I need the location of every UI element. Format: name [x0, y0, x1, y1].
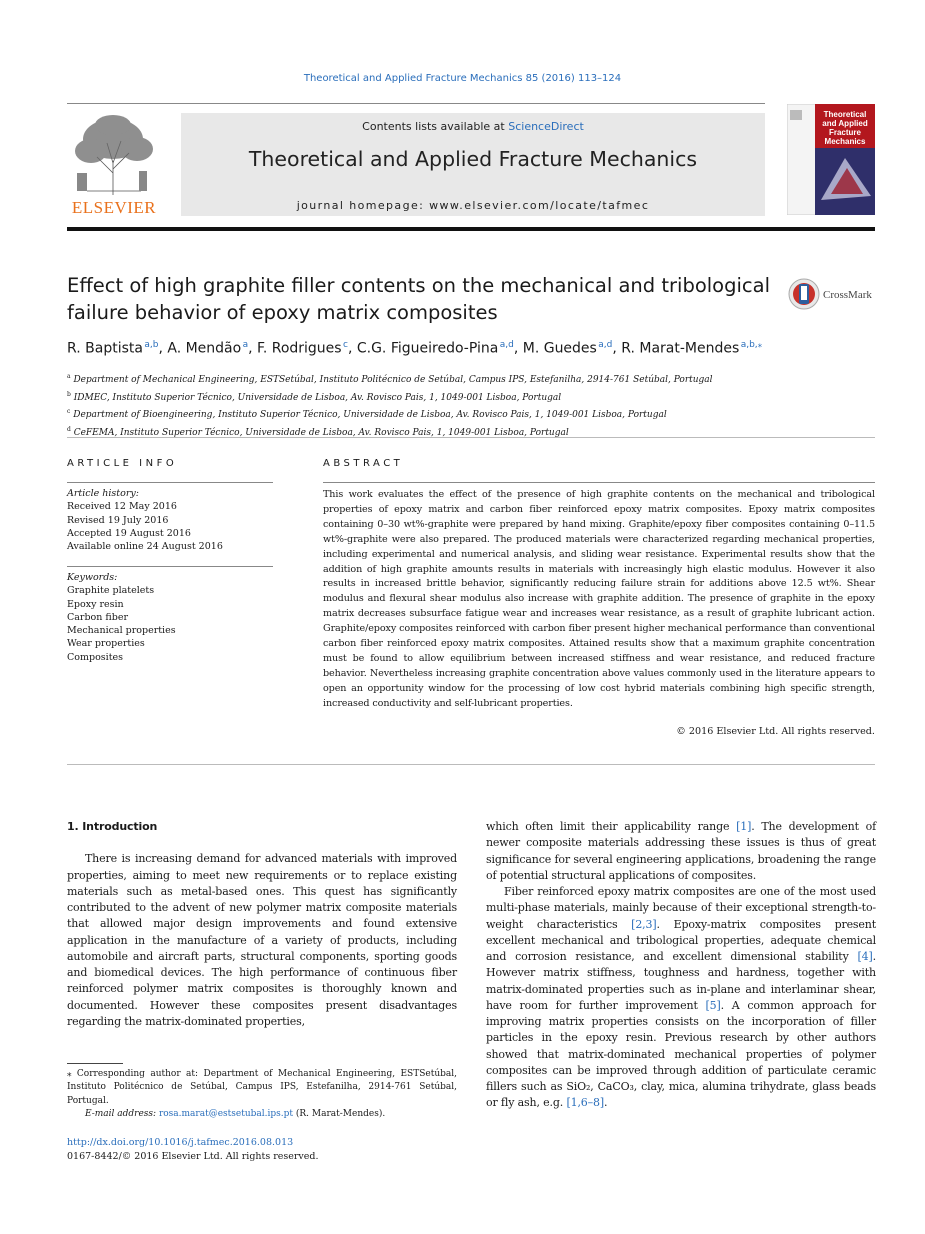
- citation-link[interactable]: [1]: [736, 820, 752, 833]
- journal-citation-link[interactable]: Theoretical and Applied Fracture Mechanics 85 (2016) 113–124: [303, 73, 622, 84]
- history-item: Available online 24 August 2016: [67, 541, 223, 553]
- affiliation: [67, 370, 887, 388]
- author-affil-sup[interactable]: a,d: [598, 340, 613, 350]
- divider: [67, 437, 875, 438]
- history-item: Accepted 19 August 2016: [67, 527, 191, 539]
- text-run: . However matrix stiffness, toughness and hardness, together with matrix-dominated properties such as in-plane and interlaminar shear, have room for further improvement: [486, 950, 876, 1012]
- keyword: Graphite platelets: [67, 585, 155, 597]
- issn-copyright: 0167-8442/© 2016 Elsevier Ltd. All rights reserved.: [67, 1151, 319, 1162]
- affiliation-text: Department of Bioengineering, Instituto Superior Técnico, Universidade de Lisboa, Av. Rovisco Pais, 1, 1049-001 Lisboa, Portugal: [73, 410, 667, 420]
- author-affil-sup[interactable]: c: [343, 340, 348, 350]
- author-affil-sup[interactable]: a,d: [499, 340, 514, 350]
- affiliation-text: Department of Mechanical Engineering, ESTSetúbal, Instituto Politécnico de Setúbal, Campus IPS, Estefanilha, 2914-761 Setúbal, Portugal: [73, 375, 713, 385]
- author-name[interactable]: F. Rodrigues: [257, 340, 342, 357]
- article-info-heading: ARTICLE INFO: [67, 458, 178, 469]
- author-affil-sup[interactable]: a,b,⁎: [740, 340, 763, 350]
- body-column-left: [67, 819, 457, 1030]
- cover-title-line: Theoretical: [823, 110, 867, 119]
- author-name[interactable]: R. Baptista: [67, 340, 143, 357]
- author-name[interactable]: R. Marat-Mendes: [621, 340, 740, 357]
- email-label: E-mail address:: [85, 1109, 159, 1120]
- cover-title-line: Mechanics: [824, 137, 866, 146]
- crossmark-label[interactable]: CrossMark: [823, 289, 872, 301]
- text-run: . The development of newer composite materials addressing these issues is thus of great significance for several engineering applications, broadening the range of potential structural applications of composites.: [486, 820, 876, 882]
- citation-link[interactable]: [4]: [857, 950, 873, 963]
- keyword: Composites: [67, 651, 124, 663]
- author-affil-sup[interactable]: a: [242, 340, 249, 350]
- section-heading: 1. Introduction: [67, 820, 158, 833]
- email-link[interactable]: rosa.marat@estsetubal.ips.pt: [158, 1109, 293, 1120]
- divider: [67, 566, 273, 567]
- keywords-label: Keywords:: [67, 572, 118, 583]
- text-run: Fiber reinforced epoxy matrix composites are one of the most used multi-phase materials, mainly because of their exceptional strength-to-weight characteristics: [486, 885, 876, 931]
- author-name[interactable]: C.G. Figueiredo-Pina: [356, 340, 499, 357]
- keyword: Carbon fiber: [67, 611, 128, 623]
- journal-homepage[interactable]: journal homepage: www.elsevier.com/locate/tafmec: [296, 199, 650, 212]
- abstract-copyright: © 2016 Elsevier Ltd. All rights reserved.: [676, 726, 875, 737]
- history-item: Revised 19 July 2016: [67, 514, 169, 526]
- text-run: . Epoxy-matrix composites present excellent mechanical and tribological properties, adequate chemical and corrosion resistance, and excellent dimensional stability: [486, 917, 876, 963]
- footnote-rule: [67, 1063, 123, 1064]
- text-run: .: [603, 1096, 608, 1110]
- affiliation-key: c: [67, 408, 71, 415]
- affiliation-text: CeFEMA, Instituto Superior Técnico, Universidade de Lisboa, Av. Rovisco Pais, 1, 1049-001 Lisboa, Portugal: [73, 427, 569, 438]
- affiliation: [67, 405, 887, 423]
- cover-title-line: and Applied: [822, 119, 868, 128]
- cover-title-line: Fracture: [828, 128, 861, 137]
- affiliation: [67, 388, 887, 406]
- keyword: Mechanical properties: [67, 625, 176, 637]
- author-separator: ,: [612, 340, 622, 357]
- doi-link[interactable]: http://dx.doi.org/10.1016/j.tafmec.2016.08.013: [67, 1137, 294, 1148]
- citation-link[interactable]: [5]: [705, 998, 721, 1012]
- journal-cover-image: [787, 104, 875, 215]
- author-list: [67, 340, 887, 357]
- citation-link[interactable]: [2,3]: [631, 917, 657, 931]
- sciencedirect-link[interactable]: ScienceDirect: [508, 120, 584, 133]
- paragraph: [486, 819, 876, 884]
- journal-banner: [181, 113, 765, 216]
- crossmark-icon: [788, 278, 822, 310]
- divider: [323, 482, 875, 483]
- affiliation-key: a: [67, 373, 71, 380]
- paragraph: There is increasing demand for advanced materials with improved properties, aiming to meet new requirements or to replace existing materials such as metal-based ones. This quest has significantly contributed to the advent of new polymer matrix composite materials that allowed major design improvements and found extensive application in the manufacture of a variety of products, including automobile and aircraft parts, structural components, sporting goods and biomedical devices. The high performance of continuous fiber reinforced polymer matrix composites is thoroughly known and documented. However these composites present disadvantages regarding the matrix-dominated properties,: [67, 852, 457, 1028]
- abstract-heading: ABSTRACT: [323, 458, 404, 469]
- header-divider: [67, 103, 765, 104]
- affiliations: [67, 370, 887, 440]
- header-thick-rule: [67, 227, 875, 231]
- affiliation-text: IDMEC, Instituto Superior Técnico, Universidade de Lisboa, Av. Rovisco Pais, 1, 1049-001 Lisboa, Portugal: [73, 392, 562, 403]
- email-line: [67, 1108, 457, 1121]
- cover-title: [817, 110, 873, 146]
- article-history: [67, 487, 273, 553]
- corresponding-author-footnote: [67, 1068, 457, 1122]
- author-name[interactable]: M. Guedes: [522, 340, 597, 357]
- keywords: [67, 571, 273, 664]
- affiliation-key: b: [67, 390, 71, 398]
- author-separator: ,: [158, 340, 168, 357]
- author-separator: ,: [347, 340, 357, 357]
- journal-title: Theoretical and Applied Fracture Mechanics: [248, 147, 698, 171]
- author-name[interactable]: A. Mendão: [167, 340, 242, 357]
- text-run: . A common approach for improving matrix properties consists on the incorporation of filler particles in the epoxy resin. Previous research by other authors showed that matrix-dominated mechanical properties of polymer composites can be improved through addition of particulate ceramic fillers such as SiO₂, CaCO₃, clay, mica, alumina trihydrate, glass beads or fly ash, e.g.: [486, 998, 876, 1110]
- footnote-text: ⁎ Corresponding author at: Department of Mechanical Engineering, ESTSetúbal, Instituto Politécnico de Setúbal, Campus IPS, Estefanilha, 2914-761 Setúbal, Portugal.: [67, 1069, 457, 1106]
- elsevier-wordmark: ELSEVIER: [71, 198, 157, 217]
- history-label: Article history:: [67, 488, 139, 499]
- abstract-text: This work evaluates the effect of the presence of high graphite contents on the mechanical and tribological properties of epoxy matrix and carbon fiber reinforced epoxy matrix composites. Epoxy matrix composites containing 0–30 wt%-graphite were prepared by hand mixing. Graphite/epoxy fiber composites containing 0–11.5 wt%-graphite were also prepared. The produced materials were characterized regarding mechanical properties, including experimental and numerical analysis, and sliding wear resistance. Experimental results show that the addition of high graphite amounts results in materials with increasingly high elastic modulus. However it also results in increased brittle behavior, significantly reducing failure strain for additions above 12.5 wt%. Shear modulus and flexural shear modulus also increase with graphite addition. The presence of graphite in the epoxy matrix decreases subsurface fatigue wear and increases wear resistance, as a result of graphite lubricant action. Graphite/epoxy composites reinforced with carbon fiber present higher mechanical performance than conventional carbon fiber reinforced epoxy matrix composites. Attained results show that a maximum graphite concentration must be found to allow equilibrium between increased stiffness and wear resistance, and reduced fracture behavior. Nevertheless increasing graphite concentration above values commonly used in the literature appears to open an opportunity window for the processing of low cost hybrid materials combining high specific strength, increased conductivity and self-lubricant properties.: [323, 489, 875, 709]
- author-separator: ,: [513, 340, 523, 357]
- author-separator: ,: [248, 340, 258, 357]
- affiliation-key: d: [67, 425, 71, 433]
- citation-link[interactable]: [1,6–8]: [566, 1096, 604, 1110]
- divider: [67, 482, 273, 483]
- keyword: Epoxy resin: [67, 598, 124, 610]
- divider: [67, 764, 875, 765]
- body-column-right: [486, 819, 876, 1112]
- contents-prefix: Contents lists available at: [362, 120, 509, 133]
- text-run: which often limit their applicability range: [486, 820, 737, 833]
- email-suffix: (R. Marat-Mendes).: [293, 1109, 386, 1120]
- history-item: Received 12 May 2016: [67, 501, 177, 513]
- keyword: Wear properties: [67, 638, 145, 650]
- contents-line: [181, 120, 765, 133]
- author-affil-sup[interactable]: a,b: [144, 340, 159, 350]
- article-title: Effect of high graphite filler contents on the mechanical and tribological failure behavior of epoxy matrix composites: [67, 274, 770, 324]
- paragraph: [486, 884, 876, 1112]
